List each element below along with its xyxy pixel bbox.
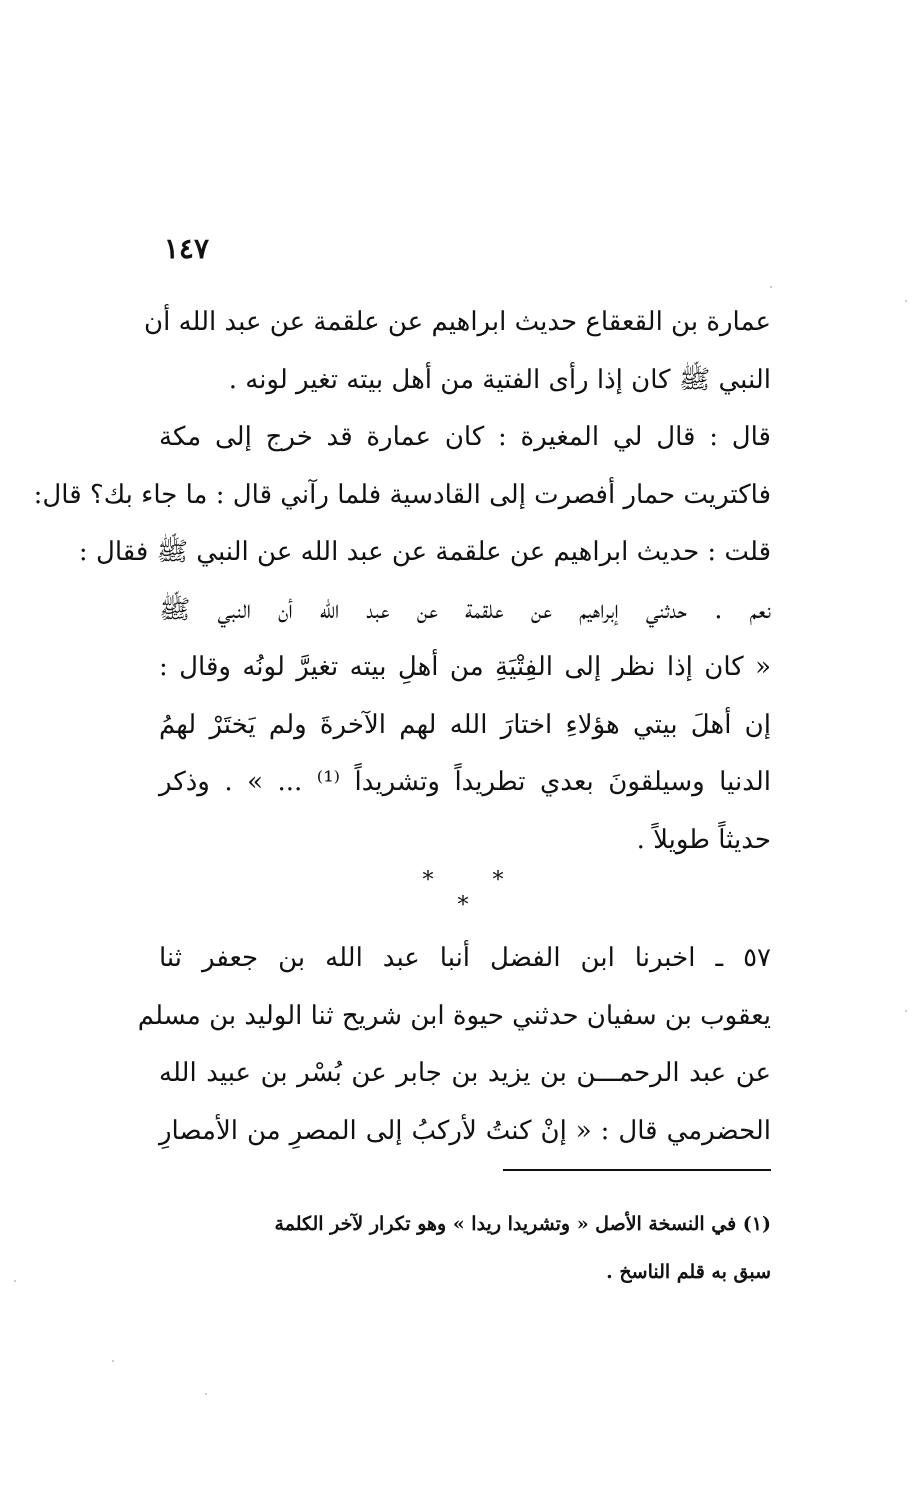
text-line: عمارة بن القعقاع حديث ابراهيم عن علقمة عن عبد الله أن bbox=[144, 307, 771, 337]
scan-speck bbox=[770, 286, 772, 288]
text-line: ٥٧ ـ اخبرنا ابن الفضل أنبا عبد الله بن جعفر ثنا bbox=[159, 943, 771, 973]
text-line: قال : قال لي المغيرة : كان عمارة قد خرج إلى مكة bbox=[159, 422, 771, 452]
footnote-line: سبق به قلم الناسخ . bbox=[606, 1261, 771, 1283]
paragraph-hadith-57 bbox=[137, 930, 771, 1160]
scan-speck bbox=[205, 1393, 207, 1395]
text-line: عن عبد الرحمـــن بن يزيد بن جابر عن بُسْر بن عبيد الله bbox=[159, 1058, 771, 1088]
text-line: يعقوب بن سفيان حدثني حيوة ابن شريح ثنا الوليد بن مسلم bbox=[137, 1000, 771, 1031]
scan-speck bbox=[905, 1010, 907, 1012]
section-separator: * * * bbox=[422, 868, 530, 918]
text-line: الدنيا وسيلقونَ بعدي تطريداً وتشريداً ⁽¹⁾ ... » . وذكر bbox=[159, 767, 771, 797]
text-line: النبي ﷺ كان إذا رأى الفتية من أهل بيته تغير لونه . bbox=[228, 364, 771, 395]
scan-speck bbox=[14, 1280, 16, 1282]
paragraph-hadith-56-continuation bbox=[33, 294, 771, 869]
text-line: حديثاً طويلاً . bbox=[636, 824, 771, 855]
text-line: فاكتريت حمار أفصرت إلى القادسية فلما رآني قال : ما جاء بك؟ قال: bbox=[33, 479, 771, 510]
text-line: إن أهلَ بيتي هؤلاءِ اختارَ الله لهم الآخرةَ ولم يَختَرْ لهمُ bbox=[159, 709, 771, 740]
text-line: قلت : حديث ابراهيم عن علقمة عن عبد الله عن النبي ﷺ فقال : bbox=[78, 537, 771, 567]
scan-speck bbox=[905, 300, 907, 302]
text-line: نعم . حدثني إبراهيم عن علقمة عن عبد الله أن النبي ﷺ bbox=[159, 594, 771, 625]
scan-speck bbox=[112, 1360, 114, 1362]
page-number: ١٤٧ bbox=[163, 232, 209, 265]
footnote-line: (١) في النسخة الأصل « وتشريدا ريدا » وهو تكرار لآخر الكلمة bbox=[274, 1213, 771, 1235]
footnote-divider bbox=[503, 1169, 771, 1171]
text-line: « كان إذا نظر إلى الفِتْيَةِ من أهلِ بيته تغيرَّ لونُه وقال : bbox=[159, 652, 771, 682]
footnotes bbox=[159, 1200, 771, 1296]
text-line: الحضرمي قال : « إنْ كنتُ لأركبُ إلى المصرِ من الأمصارِ bbox=[159, 1115, 771, 1146]
